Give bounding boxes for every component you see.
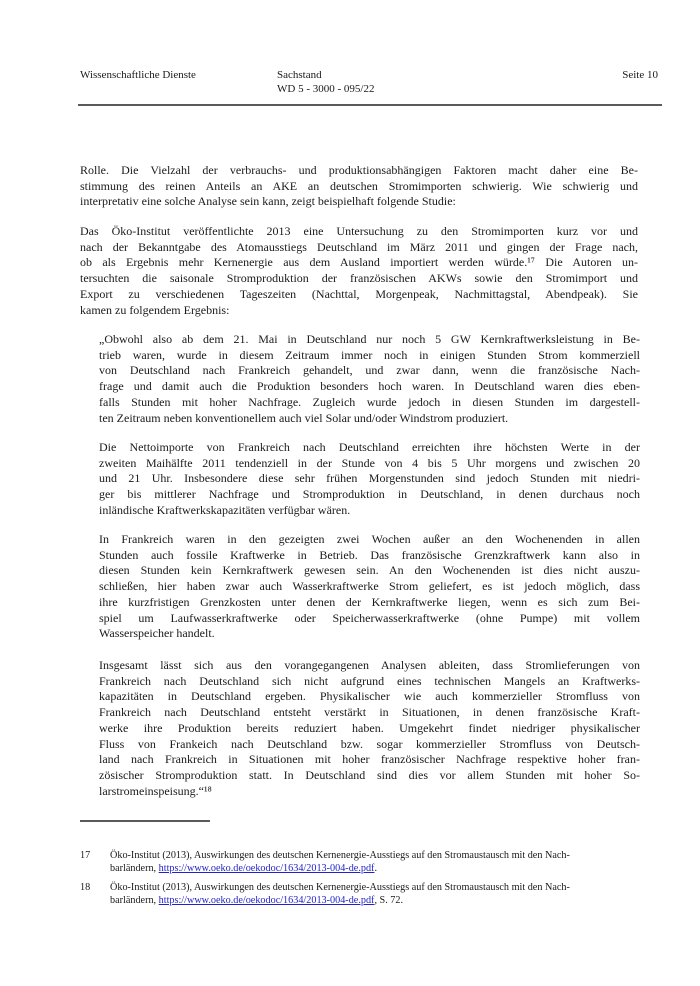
text-line: Insgesamt lässt sich aus den vorangegangenen Analysen ableiten, dass Stromlieferungen von: [99, 658, 640, 672]
text-line: Stunden auch fossile Kraftwerke in Betrieb. Das französische Grenzkraftwerk kann also in: [99, 547, 640, 562]
text-line: trieb waren, wurde in diesem Zeitraum immer noch in einigen Stunden Strom kommerziell: [99, 347, 640, 362]
footnote-18-text: [110, 881, 658, 907]
footnote-17-link[interactable]: https://www.oeko.de/oekodoc/1634/2013-004-de.pdf: [158, 863, 375, 874]
header-doc-type: Sachstand: [277, 69, 322, 81]
footnote-17-text: [110, 849, 658, 875]
text-line: tersuchten die saisonale Stromproduktion der französischen AKWs sowie den Stromimport und: [80, 271, 638, 286]
footnote-17-line2-pre: barländern,: [110, 863, 159, 874]
text-line: Rolle. Die Vielzahl der verbrauchs- und produktionsabhängigen Faktoren macht daher eine Be-: [80, 163, 638, 177]
text-line: schließen, hier haben zwar auch Wasserkraftwerke Strom geliefert, es ist jedoch möglich, dass: [99, 579, 640, 594]
footnote-18-line2-post: , S. 72.: [374, 895, 404, 906]
text-line: interpretativ eine solche Analyse sein kann, zeigt beispielhaft folgende Studie:: [80, 194, 456, 209]
text-line: ob als Ergebnis mehr Kernenergie aus dem Ausland importiert werden würde.¹⁷ Die Autoren un-: [80, 255, 638, 270]
text-line: Export zu verschiedenen Tageszeiten (Nachttal, Morgenpeak, Nachmittagstal, Abendpeak). Sie: [80, 286, 638, 301]
text-line: In Frankreich waren in den gezeigten zwei Wochen außer an den Wochenenden in allen: [99, 532, 640, 546]
text-line: inländische Kraftwerkskapazitäten verfügbar wären.: [99, 502, 351, 517]
quote-paragraph-3: [99, 532, 640, 642]
footnote-18-number: 18: [80, 882, 91, 893]
text-line: Frankreich nach Deutschland sich nicht aufgrund eines technischen Mangels an Kraftwerks-: [99, 673, 640, 688]
text-line: „Obwohl also ab dem 21. Mai in Deutschland nur noch 5 GW Kernkraftwerksleistung in Be-: [99, 332, 640, 346]
quote-paragraph-2: [99, 440, 640, 519]
header-org-label: Wissenschaftliche Dienste: [80, 69, 196, 81]
footnote-17-number: 17: [80, 850, 91, 861]
body-paragraph-2: [80, 224, 638, 318]
text-line: Fluss von Frankeich nach Deutschland bzw. sogar kommerzieller Stromfluss von Deutsch-: [99, 736, 640, 751]
text-line: zösischer Stromproduktion statt. In Deutschland sind dies vor allem Stunden mit hoher So-: [99, 767, 640, 782]
footnote-divider: [80, 820, 210, 822]
quote-paragraph-4: [99, 658, 640, 799]
text-line: Die Nettoimporte von Frankreich nach Deutschland erreichten ihre höchsten Werte in der: [99, 440, 640, 454]
text-line: kapazitäten in Deutschland ergeben. Physikalischer wie auch kommerzieller Stromfluss von: [99, 689, 640, 704]
text-line: stimmung des reinen Anteils an AKE an deutschen Stromimporten schwierig. Wie schwierig und: [80, 178, 638, 193]
header-center: [277, 69, 374, 96]
header-page-number: Seite 10: [622, 69, 658, 81]
footnote-17: [80, 849, 658, 875]
text-line: ihre kurzfristigen Grenzkosten unter denen der Kernkraftwerke liegen, wenn es sich zum Bei-: [99, 594, 640, 609]
text-line: kamen zu folgendem Ergebnis:: [80, 302, 230, 317]
text-line: ger bis mittlerer Nachfrage und Stromproduktion in Deutschland, in denen durchaus noch: [99, 487, 640, 502]
text-line: Wasserspeicher handelt.: [99, 626, 215, 641]
footnote-18-line2-pre: barländern,: [110, 895, 159, 906]
text-line: diesen Stunden kein Kernkraftwerk gewesen sein. An den Wochenenden ist dies nicht auszu-: [99, 563, 640, 578]
footnote-17-line2-post: .: [374, 863, 377, 874]
text-line: Das Öko-Institut veröffentlichte 2013 eine Untersuchung zu den Stromimporten kurz vor und: [80, 224, 638, 238]
quote-paragraph-1: [99, 332, 640, 426]
text-line: und 21 Uhr. Insbesondere diese sehr frühen Morgenstunden sind jedoch Stunden mit niedri-: [99, 471, 640, 486]
footnote-17-line1: Öko-Institut (2013), Auswirkungen des deutschen Kernenergie-Ausstiegs auf den Stromaustausch mit den Nach-: [110, 850, 570, 861]
footnote-18-link[interactable]: https://www.oeko.de/oekodoc/1634/2013-004-de.pdf: [158, 895, 375, 906]
text-line: werke ihre Produktion bereits reduziert haben. Umgekehrt findet niedriger physikalischer: [99, 720, 640, 735]
text-line: land nach Frankreich in Situationen mit hoher französischer Nachfrage respektive hoher fran-: [99, 752, 640, 767]
text-line: zweiten Maihälfte 2011 tendenziell in der Stunde von 4 bis 5 Uhr morgens und zwischen 20: [99, 455, 640, 470]
body-paragraph-1: [80, 163, 638, 210]
text-line: larstromeinspeisung.“¹⁸: [99, 783, 212, 798]
text-line: falls Stunden mit hoher Nachfrage. Zugleich wurde jedoch in diesen Stunden im dargestell-: [99, 394, 640, 409]
text-line: Frankreich nach Deutschland entsteht verstärkt in Situationen, in denen französische Kraft-: [99, 705, 640, 720]
text-line: frage und damit auch die Produktion besonders hoch waren. In Deutschland waren dies eben-: [99, 379, 640, 394]
header-doc-number: WD 5 - 3000 - 095/22: [277, 82, 375, 95]
header-divider: [78, 104, 662, 106]
footnote-18: [80, 881, 658, 907]
footnote-18-line1: Öko-Institut (2013), Auswirkungen des deutschen Kernenergie-Ausstiegs auf den Stromaustausch mit den Nach-: [110, 882, 570, 893]
text-line: ten Zeitraum neben konventionellem auch viel Solar und/oder Windstrom produziert.: [99, 410, 509, 425]
text-line: spiel um Laufwasserkraftwerke oder Speicherwasserkraftwerke (ohne Pumpe) mit vollem: [99, 610, 640, 625]
text-line: von Deutschland nach Frankreich gehandelt, und zwar dann, wenn die französische Nach-: [99, 363, 640, 378]
text-line: nach der Bekanntgabe des Atomausstiegs Deutschland im März 2011 und gingen der Frage nach,: [80, 239, 638, 254]
